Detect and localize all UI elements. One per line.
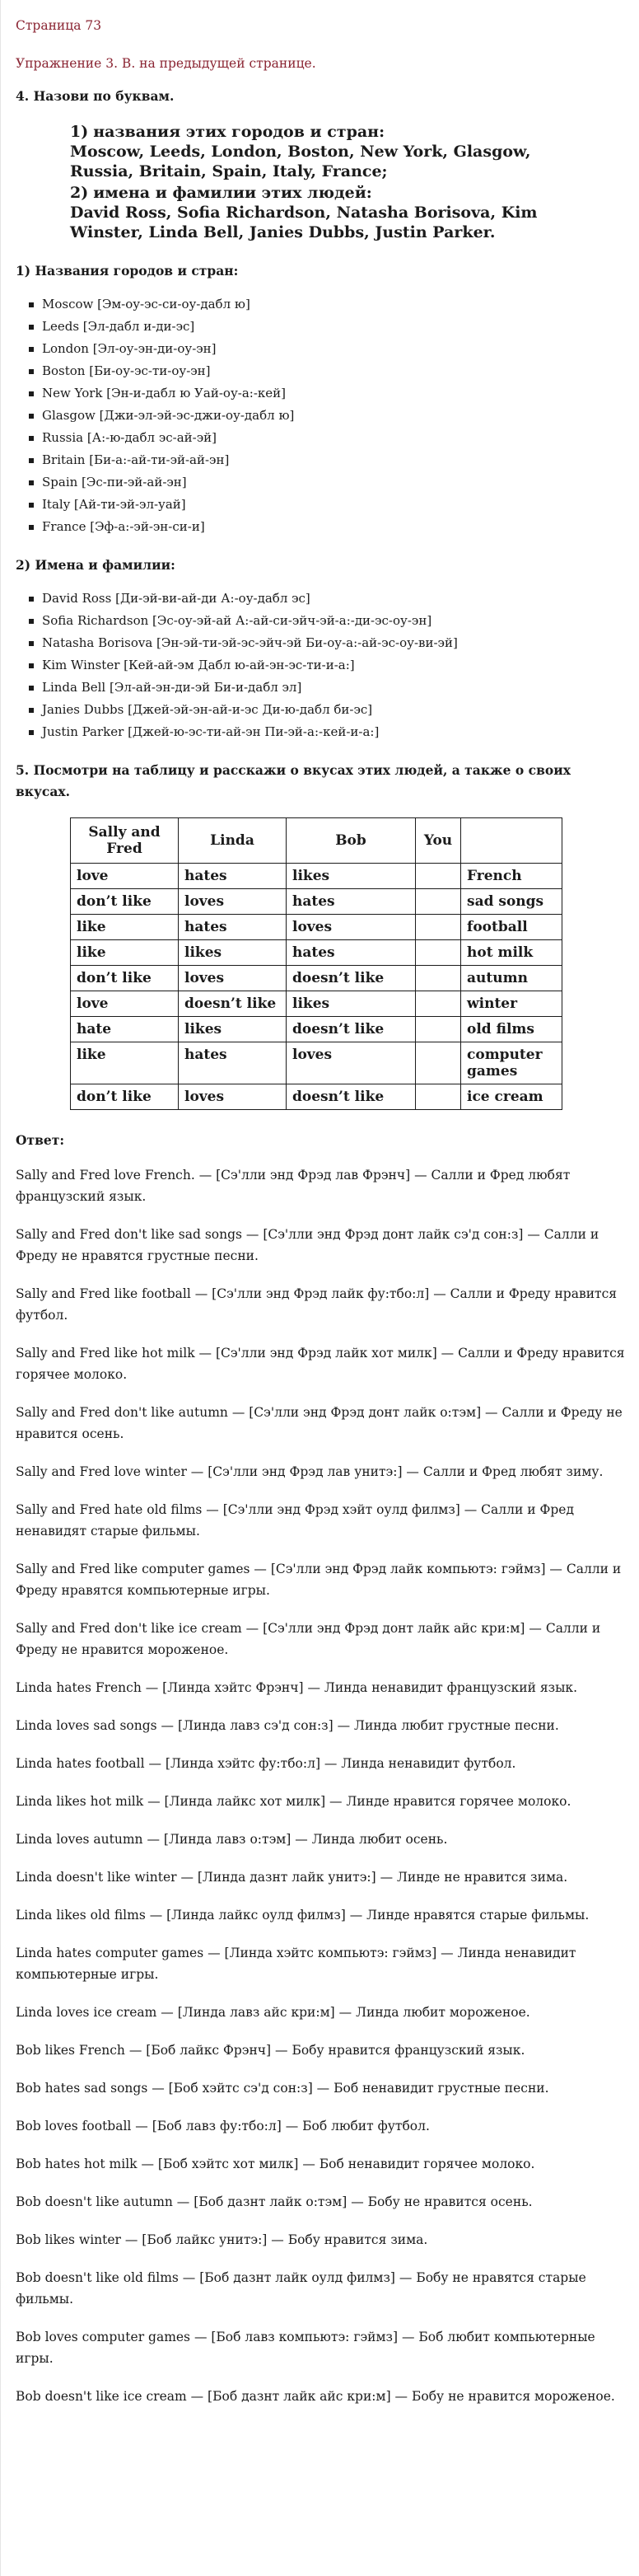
answer-paragraph: Bob likes French — [Боб лайкс Фрэнч] — Бобу нравится французский язык.	[16, 2043, 525, 2058]
table-cell: loves	[287, 1042, 416, 1084]
table-cell: loves	[179, 889, 287, 915]
list-item: Italy [Ай-ти-эй-эл-уай]	[42, 494, 625, 516]
table-cell	[416, 1017, 461, 1042]
answer-paragraph: Sally and Fred like hot milk — [Сэ'лли энд Фрэд лайк хот милк] — Салли и Фреду нравится горячее молоко.	[16, 1346, 625, 1382]
table-cell: hates	[179, 864, 287, 889]
table-cell: loves	[287, 915, 416, 940]
list-item: David Ross [Ди-эй-ви-ай-ди А:-оу-дабл эс]	[42, 588, 625, 610]
table-cell: sad songs	[461, 889, 562, 915]
answer-paragraph: Linda hates football — [Линда хэйтс фу:тбо:л] — Линда ненавидит футбол.	[16, 1756, 516, 1771]
list-item: Leeds [Эл-дабл и-ди-эс]	[42, 316, 625, 338]
list-item: Moscow [Эм-оу-эс-си-оу-дабл ю]	[42, 293, 625, 316]
table-row	[71, 1017, 562, 1042]
table-cell	[416, 915, 461, 940]
answer-paragraph: Bob likes winter — [Боб лайкс унитэ:] — Бобу нравится зима.	[16, 2232, 428, 2247]
list-item: Glasgow [Джи-эл-эй-эс-джи-оу-дабл ю]	[42, 405, 625, 427]
answer-paragraph: Linda doesn't like winter — [Линда дазнт лайк унитэ:] — Линде не нравится зима.	[16, 1870, 568, 1885]
table-row	[71, 1084, 562, 1110]
list-item: Britain [Би-а:-ай-ти-эй-ай-эн]	[42, 449, 625, 471]
table-cell	[416, 1042, 461, 1084]
answer-paragraph: Linda hates French — [Линда хэйтс Фрэнч] — Линда ненавидит французский язык.	[16, 1680, 578, 1695]
answer-paragraph: Sally and Fred don't like ice cream — [Сэ'лли энд Фрэд донт лайк айс кри:м] — Салли и Фреду не нравится мороженое.	[16, 1621, 601, 1657]
tastes-table	[70, 817, 562, 1110]
table-cell: loves	[179, 1084, 287, 1110]
table-cell: doesn’t like	[287, 1017, 416, 1042]
column-header: Bob	[287, 818, 416, 864]
table-cell: likes	[287, 864, 416, 889]
answer-paragraph: Bob doesn't like old films — [Боб дазнт лайк оулд филмз] — Бобу не нравятся старые фильмы.	[16, 2270, 586, 2307]
table-cell: loves	[179, 966, 287, 991]
table-cell: football	[461, 915, 562, 940]
textbook-line: Winster, Linda Bell, Janies Dubbs, Justin Parker.	[70, 223, 496, 241]
answer-paragraph: Sally and Fred love French. — [Сэ'лли энд Фрэд лав Фрэнч] — Салли и Фред любят французский язык.	[16, 1168, 571, 1204]
answer-paragraph: Bob doesn't like ice cream — [Боб дазнт лайк айс кри:м] — Бобу не нравится мороженое.	[16, 2389, 615, 2404]
item-number: 1)	[70, 123, 89, 141]
table-cell: computer games	[461, 1042, 562, 1084]
answer-paragraph: Bob loves football — [Боб лавз фу:тбо:л] — Боб любит футбол.	[16, 2119, 430, 2133]
table-cell: likes	[179, 940, 287, 966]
table-row	[71, 991, 562, 1017]
answer-paragraph: Sally and Fred like computer games — [Сэ'лли энд Фрэд лайк компьютэ: гэймз] — Салли и Фреду нравятся компьютерные игры.	[16, 1562, 622, 1598]
textbook-line: David Ross, Sofia Richardson, Natasha Borisova, Kim	[70, 204, 538, 222]
table-cell: autumn	[461, 966, 562, 991]
table-cell: don’t like	[71, 1084, 179, 1110]
table-cell: love	[71, 991, 179, 1017]
answer-paragraph: Sally and Fred like football — [Сэ'лли энд Фрэд лайк фу:тбо:л] — Салли и Фреду нравится футбол.	[16, 1286, 618, 1323]
textbook-item-1	[70, 122, 592, 142]
table-cell: hates	[287, 940, 416, 966]
answer-paragraph: Linda loves sad songs — [Линда лавз сэ'д сон:з] — Линда любит грустные песни.	[16, 1718, 559, 1733]
list-item: London [Эл-оу-эн-ди-оу-эн]	[42, 338, 625, 360]
item-title: имена и фамилии этих людей:	[93, 184, 372, 202]
table-header-row	[71, 818, 562, 864]
table-cell: old films	[461, 1017, 562, 1042]
table-cell: don’t like	[71, 889, 179, 915]
table-row	[71, 966, 562, 991]
table-cell	[416, 966, 461, 991]
list-item: Kim Winster [Кей-ай-эм Дабл ю-ай-эн-эс-ти-и-а:]	[42, 654, 625, 677]
item-number: 2)	[70, 184, 89, 202]
column-header: Sally and Fred	[71, 818, 179, 864]
table-cell: doesn’t like	[179, 991, 287, 1017]
table-cell: doesn’t like	[287, 1084, 416, 1110]
answer-paragraph: Linda loves autumn — [Линда лавз о:тэм] — Линда любит осень.	[16, 1832, 448, 1847]
table-cell: hate	[71, 1017, 179, 1042]
table-cell	[416, 864, 461, 889]
answer-paragraph: Linda likes old films — [Линда лайкс оулд филмз] — Линде нравятся старые фильмы.	[16, 1908, 590, 1923]
table-row	[71, 915, 562, 940]
answer-paragraph: Linda likes hot milk — [Линда лайкс хот милк] — Линде нравится горячее молоко.	[16, 1794, 571, 1809]
answer-paragraph: Sally and Fred hate old films — [Сэ'лли энд Фрэд хэйт оулд филмз] — Салли и Фред ненавидят старые фильмы.	[16, 1502, 574, 1539]
answer-paragraph: Bob hates sad songs — [Боб хэйтс сэ'д сон:з] — Боб ненавидит грустные песни.	[16, 2081, 549, 2096]
table-row	[71, 864, 562, 889]
answer-paragraph: Linda hates computer games — [Линда хэйтс компьютэ: гэймз] — Линда ненавидит компьютерные игры.	[16, 1946, 576, 1982]
exercise-reference: Упражнение 3. B. на предыдущей странице.	[16, 56, 316, 71]
table-cell: love	[71, 864, 179, 889]
answer-paragraph: Linda loves ice cream — [Линда лавз айс кри:м] — Линда любит мороженое.	[16, 2005, 530, 2020]
names-list	[16, 588, 625, 743]
list-item: Justin Parker [Джей-ю-эс-ти-ай-эн Пи-эй-а:-кей-и-а:]	[42, 721, 625, 743]
table-cell	[416, 889, 461, 915]
table-cell: likes	[179, 1017, 287, 1042]
column-header	[461, 818, 562, 864]
table-cell: don’t like	[71, 966, 179, 991]
answer-paragraph: Bob loves computer games — [Боб лавз компьютэ: гэймз] — Боб любит компьютерные игры.	[16, 2330, 595, 2366]
table-cell: ice cream	[461, 1084, 562, 1110]
list-item: France [Эф-а:-эй-эн-си-и]	[42, 516, 625, 538]
textbook-excerpt	[16, 122, 625, 242]
task-4-heading: 4. Назови по буквам.	[16, 88, 175, 104]
table-cell: French	[461, 864, 562, 889]
table-cell: hates	[287, 889, 416, 915]
list-item: Natasha Borisova [Эн-эй-ти-эй-эс-эйч-эй Би-оу-а:-ай-эс-оу-ви-эй]	[42, 632, 625, 654]
column-header: You	[416, 818, 461, 864]
table-row	[71, 940, 562, 966]
cities-heading: 1) Названия городов и стран:	[16, 263, 239, 279]
list-item: Janies Dubbs [Джей-эй-эн-ай-и-эс Ди-ю-дабл би-эс]	[42, 699, 625, 721]
answer-paragraph: Sally and Fred don't like sad songs — [Сэ'лли энд Фрэд донт лайк сэ'д сон:з] — Салли и Фреду не нравятся грустные песни.	[16, 1227, 599, 1263]
table-cell: like	[71, 1042, 179, 1084]
list-item: Boston [Би-оу-эс-ти-оу-эн]	[42, 360, 625, 382]
table-cell: doesn’t like	[287, 966, 416, 991]
table-cell: hates	[179, 1042, 287, 1084]
list-item: Linda Bell [Эл-ай-эн-ди-эй Би-и-дабл эл]	[42, 677, 625, 699]
list-item: Spain [Эс-пи-эй-ай-эн]	[42, 471, 625, 494]
answer-paragraph: Sally and Fred love winter — [Сэ'лли энд Фрэд лав унитэ:] — Салли и Фред любят зиму.	[16, 1464, 604, 1479]
list-item: Sofia Richardson [Эс-оу-эй-ай А:-ай-си-эйч-эй-а:-ди-эс-оу-эн]	[42, 610, 625, 632]
table-cell: hot milk	[461, 940, 562, 966]
table-cell	[416, 940, 461, 966]
textbook-item-2	[70, 183, 592, 203]
answers-list	[16, 1164, 625, 2407]
table-cell: like	[71, 915, 179, 940]
answer-paragraph: Bob doesn't like autumn — [Боб дазнт лайк о:тэм] — Бобу не нравится осень.	[16, 2194, 533, 2209]
table-cell: winter	[461, 991, 562, 1017]
answer-heading: Ответ:	[16, 1132, 65, 1148]
table-row	[71, 1042, 562, 1084]
item-title: названия этих городов и стран:	[93, 123, 385, 141]
cities-list	[16, 293, 625, 538]
table-cell: hates	[179, 915, 287, 940]
textbook-line: Moscow, Leeds, London, Boston, New York, Glasgow,	[70, 143, 531, 161]
answer-paragraph: Bob hates hot milk — [Боб хэйтс хот милк] — Боб ненавидит горячее молоко.	[16, 2157, 535, 2171]
textbook-line: Russia, Britain, Spain, Italy, France;	[70, 162, 388, 180]
table-cell	[416, 1084, 461, 1110]
task-5-heading: 5. Посмотри на таблицу и расскажи о вкусах этих людей, а также о своих вкусах.	[16, 762, 571, 799]
names-heading: 2) Имена и фамилии:	[16, 557, 175, 573]
answer-paragraph: Sally and Fred don't like autumn — [Сэ'лли энд Фрэд донт лайк о:тэм] — Салли и Фреду не нравится осень.	[16, 1405, 623, 1441]
page-label: Страница 73	[16, 18, 102, 33]
column-header: Linda	[179, 818, 287, 864]
table-cell	[416, 991, 461, 1017]
table-row	[71, 889, 562, 915]
list-item: New York [Эн-и-дабл ю Уай-оу-а:-кей]	[42, 382, 625, 405]
table-cell: like	[71, 940, 179, 966]
table-cell: likes	[287, 991, 416, 1017]
list-item: Russia [А:-ю-дабл эс-ай-эй]	[42, 427, 625, 449]
